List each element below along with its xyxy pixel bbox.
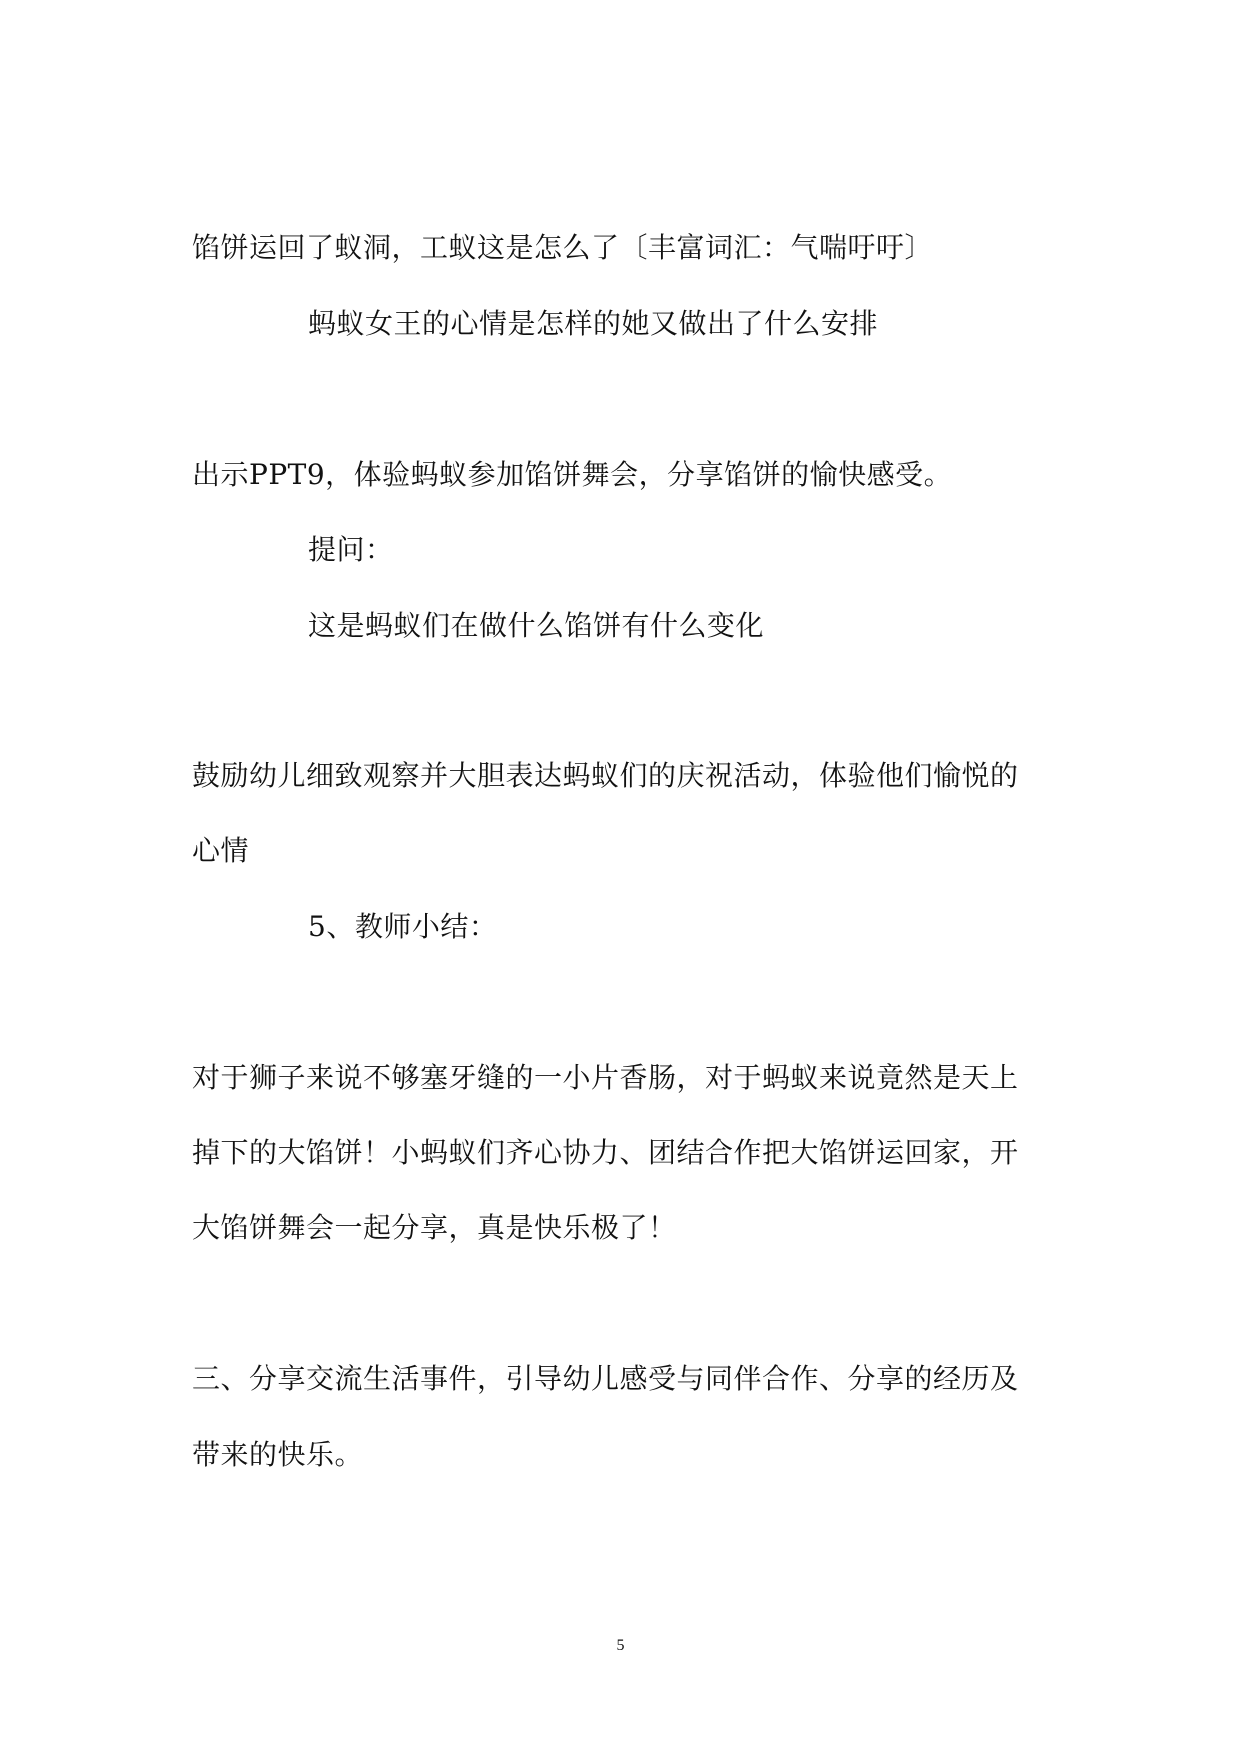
paragraph-line: 馅饼运回了蚁洞，工蚁这是怎么了〔丰富词汇：气喘吁吁〕 — [192, 231, 934, 264]
paragraph-line: 5、教师小结： — [308, 910, 498, 943]
paragraph-line: 出示PPT9，体验蚂蚁参加馅饼舞会，分享馅饼的愉快感受。 — [192, 458, 953, 491]
paragraph-line: 三、分享交流生活事件，引导幼儿感受与同伴合作、分享的经历及 — [192, 1362, 1019, 1395]
page-number: 5 — [616, 1637, 625, 1654]
paragraph-line: 提问： — [308, 533, 394, 566]
paragraph-line: 蚂蚁女王的心情是怎样的她又做出了什么安排 — [308, 307, 879, 340]
paragraph-line: 鼓励幼儿细致观察并大胆表达蚂蚁们的庆祝活动，体验他们愉悦的 — [192, 759, 1019, 792]
paragraph-line: 心情 — [192, 834, 250, 867]
paragraph-line: 带来的快乐。 — [192, 1438, 364, 1471]
paragraph-line: 对于狮子来说不够塞牙缝的一小片香肠，对于蚂蚁来说竟然是天上 — [192, 1061, 1019, 1094]
paragraph-line: 大馅饼舞会一起分享，真是快乐极了！ — [192, 1211, 677, 1244]
paragraph-line: 这是蚂蚁们在做什么馅饼有什么变化 — [308, 609, 765, 642]
paragraph-line: 掉下的大馅饼！小蚂蚁们齐心协力、团结合作把大馅饼运回家，开 — [192, 1136, 1019, 1169]
